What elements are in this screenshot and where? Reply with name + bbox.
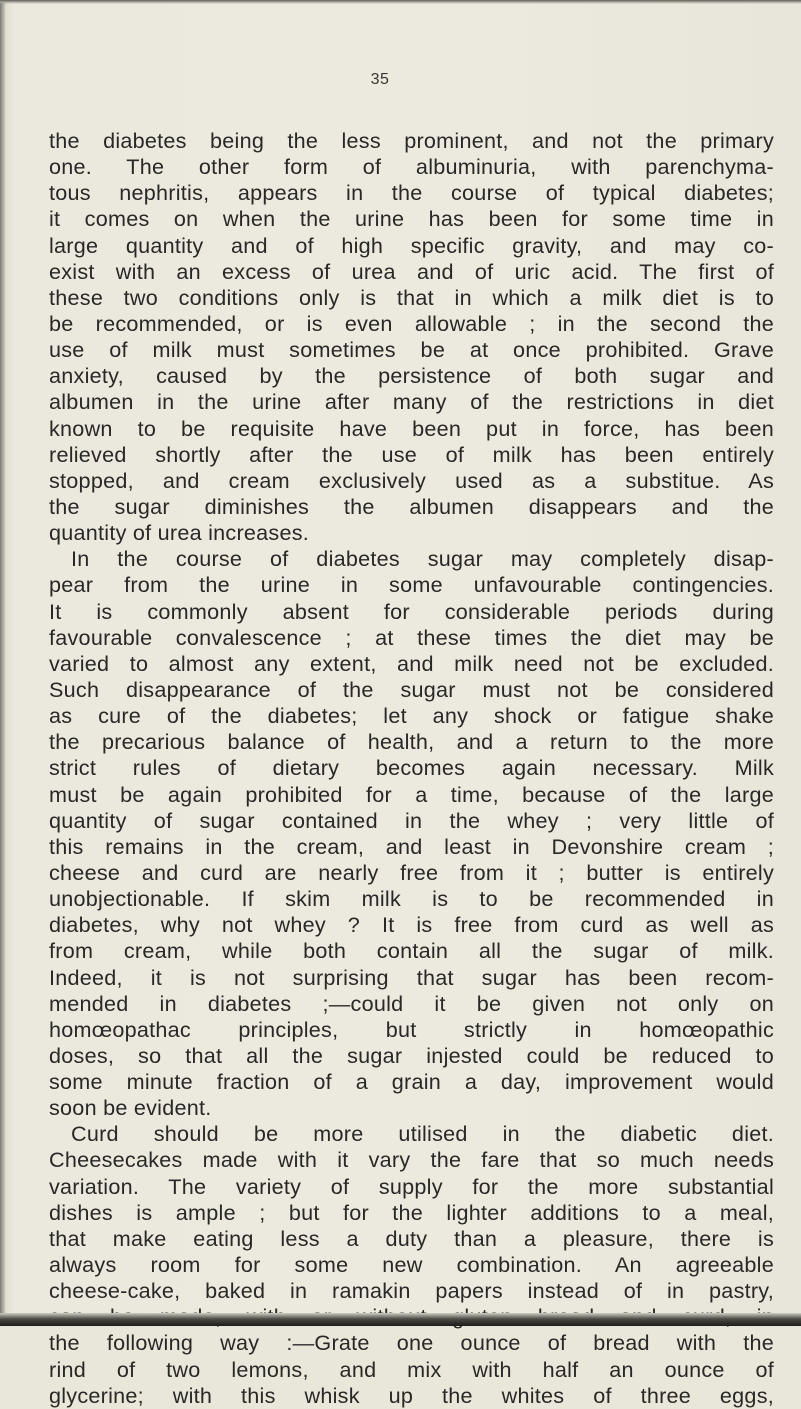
text-line: strict rules of dietary becomes again necessary. Milk xyxy=(49,755,774,781)
text-line: one. The other form of albuminuria, with parenchyma- xyxy=(49,154,774,180)
text-line: from cream, while both contain all the sugar of milk. xyxy=(49,938,774,964)
page-top-edge xyxy=(0,0,801,4)
text-line: stopped, and cream exclusively used as a substitue. As xyxy=(49,467,774,493)
text-line: In the course of diabetes sugar may completely disap- xyxy=(71,546,774,572)
text-line: doses, so that all the sugar injested could be reduced to xyxy=(49,1042,774,1068)
text-line: always room for some new combination. An agreeable xyxy=(49,1252,774,1278)
text-line: cheese and curd are nearly free from it ; butter is entirely xyxy=(49,859,774,885)
text-line: exist with an excess of urea and of uric acid. The first of xyxy=(49,258,774,284)
text-line: dishes is ample ; but for the lighter additions to a meal, xyxy=(49,1199,774,1225)
text-line: unobjectionable. If skim milk is to be recommended in xyxy=(49,886,774,912)
text-line: It is commonly absent for considerable periods during xyxy=(49,598,774,624)
text-line: known to be requisite have been put in force, has been xyxy=(49,415,774,441)
text-line: albumen in the urine after many of the restrictions in diet xyxy=(49,389,774,415)
text-line: Such disappearance of the sugar must not be considered xyxy=(49,676,774,702)
text-line: pear from the urine in some unfavourable contingencies. xyxy=(49,572,774,598)
body-text xyxy=(49,128,774,1409)
text-line: this remains in the cream, and least in Devonshire cream ; xyxy=(49,833,774,859)
text-line: diabetes, why not whey ? It is free from curd as well as xyxy=(49,912,774,938)
page-number: 35 xyxy=(370,71,390,88)
text-line: variation. The variety of supply for the more substantial xyxy=(49,1173,774,1199)
text-line: be recommended, or is even allowable ; in the second the xyxy=(49,310,774,336)
text-line: the diabetes being the less prominent, and not the primary xyxy=(49,128,774,153)
text-line: as cure of the diabetes; let any shock or fatigue shake xyxy=(49,703,774,729)
text-line: Cheesecakes made with it vary the fare that so much needs xyxy=(49,1147,774,1173)
text-line: that make eating less a duty than a pleasure, there is xyxy=(49,1225,774,1251)
text-line: some minute fraction of a grain a day, improvement would xyxy=(49,1069,774,1095)
text-line: relieved shortly after the use of milk has been entirely xyxy=(49,441,774,467)
text-line: tous nephritis, appears in the course of typical diabetes; xyxy=(49,180,774,206)
text-line: must be again prohibited for a time, because of the large xyxy=(49,781,774,807)
page-binding-shadow xyxy=(0,0,6,1326)
text-line: cheese-cake, baked in ramakin papers instead of in pastry, xyxy=(49,1278,774,1304)
text-line: large quantity and of high specific gravity, and may co- xyxy=(49,232,774,258)
text-line: quantity of sugar contained in the whey ; very little of xyxy=(49,807,774,833)
text-line: it comes on when the urine has been for some time in xyxy=(49,206,774,232)
text-line: use of milk must sometimes be at once prohibited. Grave xyxy=(49,337,774,363)
text-line: the following way :—Grate one ounce of bread with the xyxy=(49,1330,774,1356)
text-line: Indeed, it is not surprising that sugar has been recom- xyxy=(49,964,774,990)
text-line: glycerine; with this whisk up the whites of three eggs, xyxy=(49,1382,774,1408)
text-line: favourable convalescence ; at these times the diet may be xyxy=(49,624,774,650)
text-line: mended in diabetes ;—could it be given not only on xyxy=(49,990,774,1016)
text-line: the sugar diminishes the albumen disappears and the xyxy=(49,493,774,519)
text-line: quantity of urea increases. xyxy=(49,520,310,546)
text-line: these two conditions only is that in which a milk diet is to xyxy=(49,284,774,310)
text-line: homœopathac principles, but strictly in homœopathic xyxy=(49,1016,774,1042)
text-line: the precarious balance of health, and a return to the more xyxy=(49,729,774,755)
text-line: Curd should be more utilised in the diabetic diet. xyxy=(71,1121,774,1147)
text-line: anxiety, caused by the persistence of both sugar and xyxy=(49,363,774,389)
page-bottom-edge xyxy=(0,1313,801,1326)
text-line: rind of two lemons, and mix with half an ounce of xyxy=(49,1356,774,1382)
text-line: soon be evident. xyxy=(49,1095,212,1121)
text-line: varied to almost any extent, and milk need not be excluded. xyxy=(49,650,774,676)
